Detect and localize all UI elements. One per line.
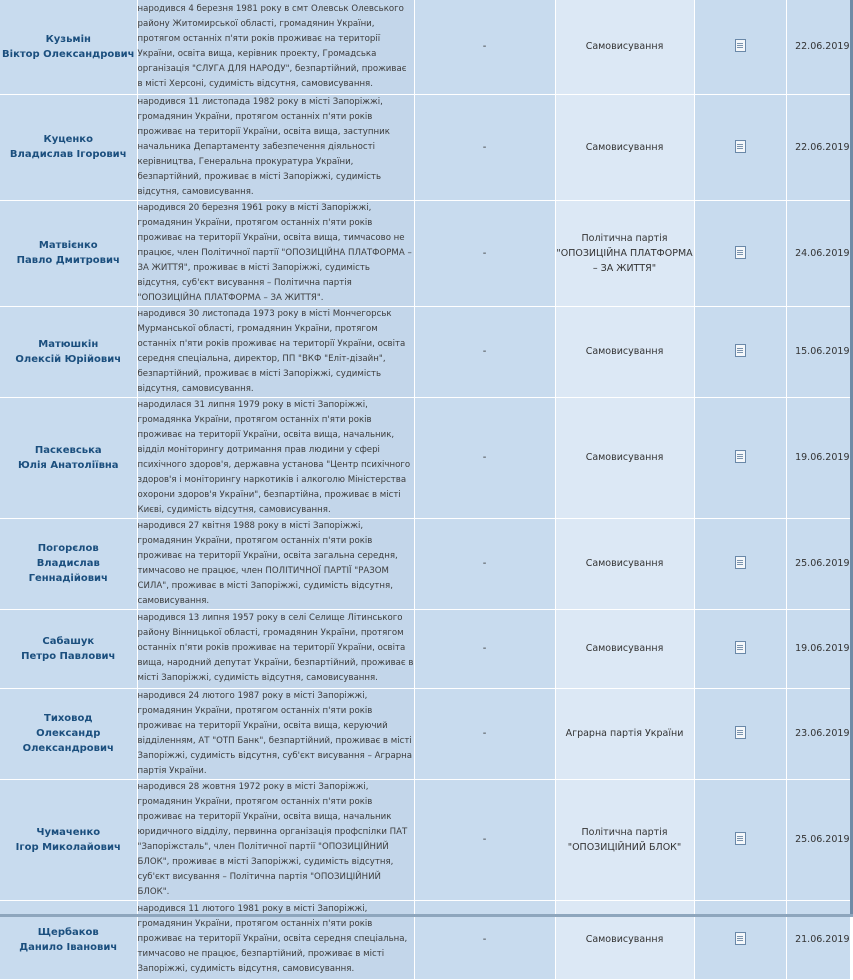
document-cell — [694, 688, 786, 779]
candidate-given-names[interactable]: Віктор Олександрович — [2, 48, 135, 60]
candidate-name-cell — [0, 200, 137, 306]
document-icon[interactable] — [735, 641, 746, 654]
candidate-given-names[interactable]: Владислав Геннадійович — [28, 558, 108, 584]
table-row — [0, 200, 850, 306]
candidate-surname[interactable]: Погорєлов — [37, 543, 99, 554]
candidate-name-cell — [0, 518, 137, 609]
registration-date: 15.06.2019 — [786, 306, 850, 397]
candidate-bio: народився 11 лютого 1981 року в місті Запоріжжі, громадянин України, протягом останніх п'яти років проживає на території України, освіта середня спеціальна, тимчасово не працює, безпартійний, проживає в місті Запоріжжі, судимість відсутня, самовисування. — [137, 900, 414, 979]
document-icon[interactable] — [735, 726, 746, 739]
document-cell — [694, 0, 786, 94]
registration-date: 19.06.2019 — [786, 397, 850, 518]
table-row — [0, 0, 850, 94]
candidate-name-cell — [0, 306, 137, 397]
nominating-subject: Самовисування — [555, 94, 694, 200]
document-cell — [694, 200, 786, 306]
table-row — [0, 609, 850, 688]
candidate-given-names[interactable]: Павло Дмитрович — [16, 255, 120, 266]
table-row — [0, 94, 850, 200]
candidate-bio: народився 11 листопада 1982 року в місті Запоріжжі, громадянин України, протягом останніх п'яти років проживає на території України, освіта вища, заступник начальника Департаменту забезпечення діяльності керівництва, Генеральна прокуратура України, безпартійний, проживає в місті Запоріжжі, судимість відсутня, самовисування. — [137, 94, 414, 200]
registration-date: 21.06.2019 — [786, 900, 850, 979]
candidate-given-names[interactable]: Юлія Анатоліївна — [17, 459, 119, 471]
candidate-surname[interactable]: Матюшкін — [38, 338, 99, 350]
document-cell — [694, 94, 786, 200]
nominating-subject: Самовисування — [555, 0, 694, 94]
registration-date: 22.06.2019 — [786, 0, 850, 94]
candidate-bio: народився 13 липня 1957 року в селі Селище Літинського району Вінницької області, громадянин України, протягом останніх п'яти років проживає на території України, освіта вища, народний депутат України, безпартійний, проживає в місті Запоріжжі, судимість відсутня, самовисування. — [137, 609, 414, 688]
nominating-subject: Самовисування — [555, 306, 694, 397]
table-row — [0, 397, 850, 518]
candidate-name-cell — [0, 397, 137, 518]
document-icon[interactable] — [735, 246, 746, 259]
document-icon[interactable] — [735, 140, 746, 153]
candidate-surname[interactable]: Кузьмін — [45, 33, 91, 45]
candidate-name-cell — [0, 779, 137, 900]
table-row — [0, 779, 850, 900]
document-cell — [694, 609, 786, 688]
table-row — [0, 306, 850, 397]
document-cell — [694, 306, 786, 397]
candidate-given-names[interactable]: Ігор Миколайович — [15, 841, 121, 853]
candidate-surname[interactable]: Тиховод — [44, 713, 93, 724]
candidate-bio: народився 28 жовтня 1972 року в місті Запоріжжі, громадянин України, протягом останніх п'яти років проживає на території України, освіта вища, начальник юридичного відділу, первинна організація профспілки ПАТ "Запоріжсталь", член Політичної партії "ОПОЗИЦІЙНИЙ БЛОК", проживає в місті Запоріжжі, судимість відсутня, суб'єкт висування – Політична партія "ОПОЗИЦІЙНИЙ БЛОК". — [137, 779, 414, 900]
table-row — [0, 688, 850, 779]
document-icon[interactable] — [735, 39, 746, 52]
candidate-surname[interactable]: Куценко — [43, 134, 93, 145]
candidate-given-names[interactable]: Олексій Юрійович — [15, 353, 122, 365]
candidate-name-cell — [0, 0, 137, 94]
candidate-bio: народився 20 березня 1961 року в місті Запоріжжі, громадянин України, протягом останніх п'яти років проживає на території України, освіта вища, тимчасово не працює, член Політичної партії "ОПОЗИЦІЙНА ПЛАТФОРМА – ЗА ЖИТТЯ", проживає в місті Запоріжжі, судимість відсутня, суб'єкт висування – Політична партія "ОПОЗИЦІЙНА ПЛАТФОРМА – ЗА ЖИТТЯ". — [137, 200, 414, 306]
candidate-bio: народився 27 квітня 1988 року в місті Запоріжжі, громадянин України, протягом останніх п'яти років проживає на території України, освіта загальна середня, тимчасово не працює, член ПОЛІТИЧНОЇ ПАРТІЇ "РАЗОМ СИЛА", проживає в місті Запоріжжі, судимість відсутня, самовисування. — [137, 518, 414, 609]
document-cell — [694, 779, 786, 900]
revocation-cell: - — [414, 0, 555, 94]
document-icon[interactable] — [735, 832, 746, 845]
candidate-given-names[interactable]: Олександр Олександрович — [22, 728, 114, 754]
candidate-surname[interactable]: Чумаченко — [36, 826, 101, 838]
document-icon[interactable] — [735, 556, 746, 569]
revocation-cell: - — [414, 609, 555, 688]
nominating-subject: Самовисування — [555, 518, 694, 609]
candidate-name-cell — [0, 900, 137, 979]
registration-date: 25.06.2019 — [786, 518, 850, 609]
table-row — [0, 900, 850, 979]
registration-date: 23.06.2019 — [786, 688, 850, 779]
registration-date: 25.06.2019 — [786, 779, 850, 900]
revocation-cell: - — [414, 397, 555, 518]
candidate-bio: народилася 31 липня 1979 року в місті Запоріжжі, громадянка України, протягом останніх п'яти років проживає на території України, освіта вища, начальник, відділ моніторингу дотримання прав людини у сфері психічного здоров'я, державна установа "Центр психічного здоров'я і моніторингу наркотиків і алкоголю Міністерства охорони здоров'я України", безпартійна, проживає в місті Києві, судимість відсутня, самовисування. — [137, 397, 414, 518]
revocation-cell: - — [414, 200, 555, 306]
nominating-subject: Політична партія "ОПОЗИЦІЙНИЙ БЛОК" — [555, 779, 694, 900]
nominating-subject: Аграрна партія України — [555, 688, 694, 779]
candidate-surname[interactable]: Щербаков — [37, 926, 99, 938]
candidate-given-names[interactable]: Данило Іванович — [19, 941, 118, 953]
candidate-bio: народився 4 березня 1981 року в смт Олевськ Олевського району Житомирської області, громадянин України, протягом останніх п'яти років проживає на території України, освіта вища, керівник проекту, Громадська організація "СЛУГА ДЛЯ НАРОДУ", безпартійний, проживає в місті Херсоні, судимість відсутня, самовисування. — [137, 0, 414, 94]
revocation-cell: - — [414, 518, 555, 609]
revocation-cell: - — [414, 900, 555, 979]
candidate-bio: народився 30 листопада 1973 року в місті Мончегорськ Мурманської області, громадянин України, протягом останніх п'яти років проживає на території України, освіта середня спеціальна, директор, ПП "ВКФ "Еліт-дізайн", безпартійний, проживає в місті Запоріжжі, судимість відсутня, самовисування. — [137, 306, 414, 397]
revocation-cell: - — [414, 306, 555, 397]
document-cell — [694, 397, 786, 518]
candidate-surname[interactable]: Сабашук — [42, 635, 95, 647]
nominating-subject: Політична партія "ОПОЗИЦІЙНА ПЛАТФОРМА – ЗА ЖИТТЯ" — [555, 200, 694, 306]
nominating-subject: Самовисування — [555, 397, 694, 518]
candidate-name-cell — [0, 609, 137, 688]
document-icon[interactable] — [735, 450, 746, 463]
nominating-subject: Самовисування — [555, 900, 694, 979]
candidate-given-names[interactable]: Владислав Ігорович — [9, 149, 127, 160]
registration-date: 22.06.2019 — [786, 94, 850, 200]
document-cell — [694, 518, 786, 609]
document-icon[interactable] — [735, 932, 746, 945]
candidate-bio: народився 24 лютого 1987 року в місті Запоріжжі, громадянин України, протягом останніх п'яти років проживає на території України, освіта вища, керуючий відділенням, АТ "ОТП Банк", безпартійний, проживає в місті Запоріжжі, судимість відсутня, суб'єкт висування – Аграрна партія України. — [137, 688, 414, 779]
candidate-surname[interactable]: Паскевська — [34, 444, 102, 456]
nominating-subject: Самовисування — [555, 609, 694, 688]
candidate-name-cell — [0, 94, 137, 200]
table-row — [0, 518, 850, 609]
revocation-cell: - — [414, 94, 555, 200]
revocation-cell: - — [414, 688, 555, 779]
candidate-surname[interactable]: Матвієнко — [38, 240, 98, 251]
candidate-name-cell — [0, 688, 137, 779]
registration-date: 24.06.2019 — [786, 200, 850, 306]
document-cell — [694, 900, 786, 979]
candidate-given-names[interactable]: Петро Павлович — [21, 650, 116, 662]
revocation-cell: - — [414, 779, 555, 900]
document-icon[interactable] — [735, 344, 746, 357]
registration-date: 19.06.2019 — [786, 609, 850, 688]
